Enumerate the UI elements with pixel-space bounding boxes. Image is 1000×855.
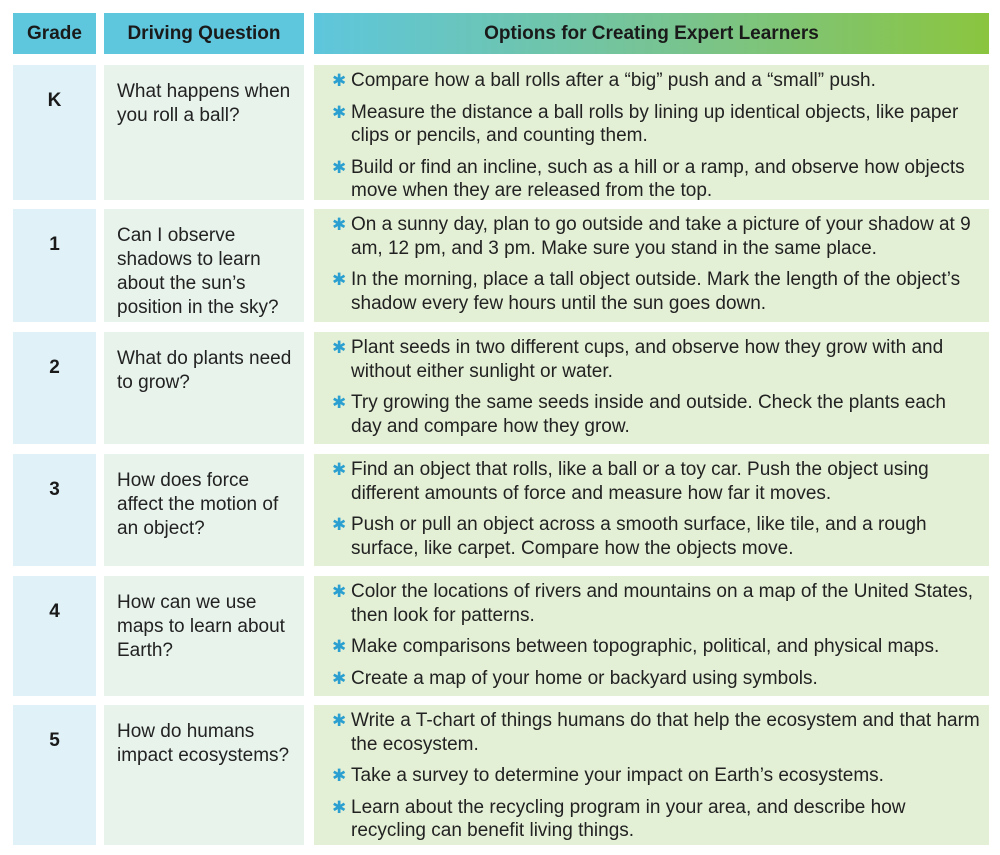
option-item bbox=[332, 580, 981, 627]
asterisk-bullet-icon: ✱ bbox=[332, 393, 347, 412]
option-item bbox=[332, 635, 981, 659]
option-item bbox=[332, 391, 981, 438]
option-item bbox=[332, 764, 981, 788]
option-text: Try growing the same seeds inside and outside. Check the plants each day and compare how they grow. bbox=[351, 392, 946, 437]
asterisk-bullet-icon: ✱ bbox=[332, 637, 347, 656]
table-row-5 bbox=[0, 705, 1000, 845]
option-text: Create a map of your home or backyard using symbols. bbox=[351, 667, 818, 689]
asterisk-bullet-icon: ✱ bbox=[332, 711, 347, 730]
table-row-2 bbox=[0, 332, 1000, 444]
option-item bbox=[332, 268, 981, 315]
options-cell bbox=[314, 454, 989, 566]
question-cell: How do humans impact ecosystems? bbox=[104, 705, 304, 845]
question-cell: How can we use maps to learn about Earth? bbox=[104, 576, 304, 696]
option-text: Learn about the recycling program in your area, and describe how recycling can benefit living things. bbox=[351, 796, 906, 841]
options-column-header: Options for Creating Expert Learners bbox=[314, 13, 989, 54]
options-cell bbox=[314, 332, 989, 444]
asterisk-bullet-icon: ✱ bbox=[332, 668, 347, 688]
option-item bbox=[332, 709, 981, 756]
asterisk-bullet-icon: ✱ bbox=[332, 582, 347, 601]
option-item bbox=[332, 513, 981, 560]
table-row-1 bbox=[0, 209, 1000, 322]
grade-cell: 5 bbox=[13, 705, 96, 845]
option-text: Compare how a ball rolls after a “big” push and a “small” push. bbox=[351, 70, 876, 91]
grade-cell: K bbox=[13, 65, 96, 200]
grade-cell: 1 bbox=[13, 209, 96, 322]
grade-cell: 3 bbox=[13, 454, 96, 566]
option-text: Write a T-chart of things humans do that help the ecosystem and that harm the ecosystem. bbox=[351, 710, 980, 755]
asterisk-bullet-icon: ✱ bbox=[332, 157, 347, 177]
option-text: Make comparisons between topographic, political, and physical maps. bbox=[351, 636, 940, 657]
option-item bbox=[332, 213, 981, 260]
asterisk-bullet-icon: ✱ bbox=[332, 515, 347, 534]
option-item bbox=[332, 667, 981, 691]
option-item bbox=[332, 336, 981, 383]
question-cell: What happens when you roll a ball? bbox=[104, 65, 304, 200]
table-row-k bbox=[0, 65, 1000, 200]
option-text: On a sunny day, plan to go outside and take a picture of your shadow at 9 am, 12 pm, and 3 pm. Make sure you stand in the same place. bbox=[351, 214, 971, 259]
asterisk-bullet-icon: ✱ bbox=[332, 338, 347, 357]
asterisk-bullet-icon: ✱ bbox=[332, 71, 347, 90]
grade-cell: 2 bbox=[13, 332, 96, 444]
question-cell: What do plants need to grow? bbox=[104, 332, 304, 444]
option-text: Take a survey to determine your impact on Earth’s ecosystems. bbox=[351, 765, 884, 786]
grade-column-header: Grade bbox=[13, 13, 96, 54]
question-cell: How does force affect the motion of an object? bbox=[104, 454, 304, 566]
option-item bbox=[332, 458, 981, 505]
options-cell bbox=[314, 65, 989, 200]
options-cell bbox=[314, 576, 989, 696]
grade-cell: 4 bbox=[13, 576, 96, 696]
question-cell: Can I observe shadows to learn about the sun’s position in the sky? bbox=[104, 209, 304, 322]
option-text: In the morning, place a tall object outside. Mark the length of the object’s shadow every few hours until the sun goes down. bbox=[351, 269, 961, 314]
table-row-3 bbox=[0, 454, 1000, 566]
asterisk-bullet-icon: ✱ bbox=[332, 270, 347, 289]
option-item bbox=[332, 101, 981, 148]
option-item bbox=[332, 156, 981, 203]
option-text: Push or pull an object across a smooth surface, like tile, and a rough surface, like carpet. Compare how the objects move. bbox=[351, 514, 927, 559]
asterisk-bullet-icon: ✱ bbox=[332, 102, 347, 122]
asterisk-bullet-icon: ✱ bbox=[332, 460, 347, 479]
table-row-4 bbox=[0, 576, 1000, 696]
asterisk-bullet-icon: ✱ bbox=[332, 766, 347, 785]
option-text: Measure the distance a ball rolls by lining up identical objects, like paper clips or pencils, and counting them. bbox=[351, 101, 959, 146]
asterisk-bullet-icon: ✱ bbox=[332, 797, 347, 817]
option-text: Build or find an incline, such as a hill or a ramp, and observe how objects move when they are released from the top. bbox=[351, 156, 965, 201]
options-cell bbox=[314, 705, 989, 845]
option-text: Find an object that rolls, like a ball or a toy car. Push the object using different amounts of force and measure how far it moves. bbox=[351, 459, 929, 504]
option-text: Color the locations of rivers and mountains on a map of the United States, then look for patterns. bbox=[351, 581, 974, 626]
asterisk-bullet-icon: ✱ bbox=[332, 215, 347, 234]
option-item bbox=[332, 796, 981, 843]
driving-question-column-header: Driving Question bbox=[104, 13, 304, 54]
options-cell bbox=[314, 209, 989, 322]
option-text: Plant seeds in two different cups, and observe how they grow with and without either sunlight or water. bbox=[351, 337, 944, 382]
option-item bbox=[332, 69, 981, 93]
